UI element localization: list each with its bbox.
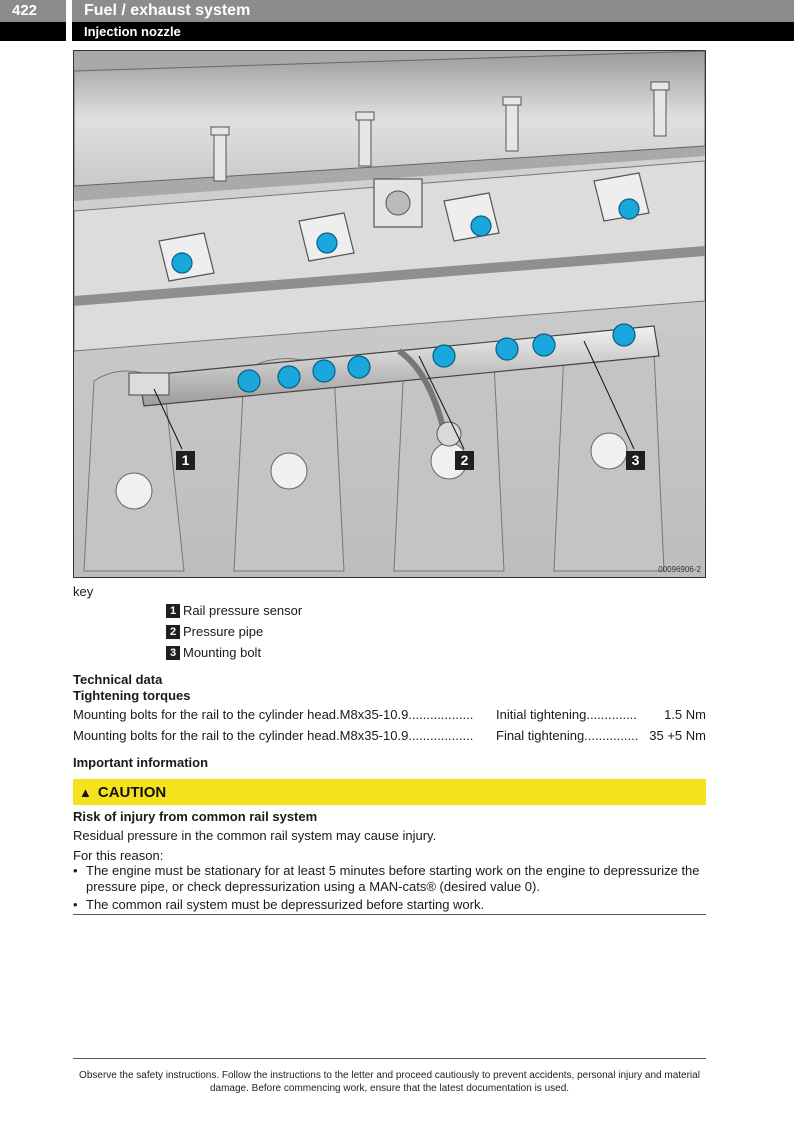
callout-2: 2 [455, 451, 474, 470]
callout-3: 3 [626, 451, 645, 470]
key-label: key [73, 584, 94, 599]
key-item [166, 642, 302, 663]
torque-value: 35 +5 Nm [649, 728, 706, 743]
key-number: 1 [166, 604, 180, 618]
key-text: Pressure pipe [183, 624, 264, 639]
header-page-band [0, 22, 66, 41]
risk-title: Risk of injury from common rail system [73, 809, 318, 824]
risk-description: Residual pressure in the common rail system may cause injury. [73, 828, 437, 843]
key-text: Mounting bolt [183, 645, 262, 660]
page-number: 422 [0, 0, 66, 22]
warning-triangle-icon: ▲ [79, 784, 92, 800]
section-divider [73, 914, 706, 915]
torque-value: 1.5 Nm [664, 707, 706, 722]
figure-code: 00096906-2 [658, 565, 701, 574]
key-item [166, 621, 302, 642]
callout-1: 1 [176, 451, 195, 470]
tightening-torques-heading: Tightening torques [73, 688, 191, 703]
torque-step: Initial tightening.............. [496, 707, 637, 722]
bullet-text: The common rail system must be depressurized before starting work. [86, 897, 485, 912]
engine-drawing [74, 51, 705, 577]
section-title: Injection nozzle [72, 22, 794, 41]
torque-description: Mounting bolts for the rail to the cylinder head.M8x35-10.9.................. [73, 728, 474, 743]
key-number: 3 [166, 646, 180, 660]
key-list [166, 600, 302, 663]
footer-safety-note: Observe the safety instructions. Follow the instructions to the letter and proceed cautiously to prevent accidents, personal injury and material damage. Before commencing work, ensure that the latest documentation is used. [79, 1070, 700, 1094]
caution-banner [73, 779, 706, 805]
bullet-dot-icon: • [73, 897, 78, 912]
reason-intro: For this reason: [73, 848, 164, 863]
chapter-title: Fuel / exhaust system [72, 0, 794, 22]
key-text: Rail pressure sensor [183, 603, 303, 618]
torque-description: Mounting bolts for the rail to the cylinder head.M8x35-10.9.................. [73, 707, 474, 722]
bullet-dot-icon: • [73, 863, 78, 878]
important-information-heading: Important information [73, 755, 209, 770]
torque-step: Final tightening............... [496, 728, 639, 743]
key-number: 2 [166, 625, 180, 639]
caution-label: CAUTION [97, 783, 167, 801]
footer-divider [73, 1058, 706, 1059]
key-item [166, 600, 302, 621]
bullet-text: The engine must be stationary for at least 5 minutes before starting work on the engine to depressurize the pressure pipe, or check depressurization using a MAN-cats® (desired value 0). [86, 863, 700, 894]
engine-illustration [73, 50, 706, 578]
technical-data-heading: Technical data [73, 672, 163, 687]
